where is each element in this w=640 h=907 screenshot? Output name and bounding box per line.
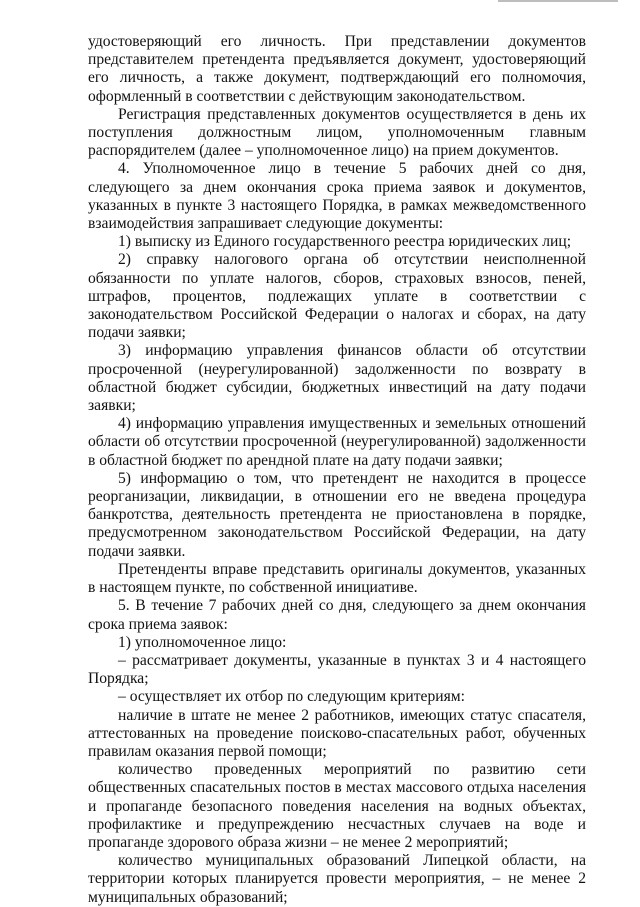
paragraph: удостоверяющий его личность. При представлении документов представителем претендента предъявляется документ, удостоверяющий его личность, а также документ, подтверждающий его полномочия, оформленный в соответствии с действующим законодательством. (88, 33, 586, 105)
paragraph: наличие в штате не менее 2 работников, имеющих статус спасателя, аттестованных на проведение поисково-спасательных работ, обученных правилам оказания первой помощи; (88, 706, 586, 760)
paragraph: Претенденты вправе представить оригиналы документов, указанных в настоящем пункте, по собственной инициативе. (88, 560, 586, 597)
paragraph: 5) информацию о том, что претендент не находится в процессе реорганизации, ликвидации, в отношении его не введена процедура банкротства, деятельность претендента не приостановлена в порядке, предусмотренном законодательством Российской Федерации, на дату подачи заявки. (88, 469, 586, 560)
paragraph: количество проведенных мероприятий по развитию сети общественных спасательных постов в местах массового отдыха населения и пропаганде безопасного поведения населения на водных объектах, профилактике и предупреждению несчастных случаев на воде и пропаганде здорового образа жизни – не менее 2 мероприятий; (88, 761, 586, 851)
paragraph: 4. Уполномоченное лицо в течение 5 рабочих дней со дня, следующего за днем окончания срока приема заявок и документов, указанных в пункте 3 настоящего Порядка, в рамках межведомственного взаимодействия запрашивает следующие документы: (88, 160, 586, 233)
paragraph: – осуществляет их отбор по следующим критериям: (118, 688, 465, 706)
paragraph: 3) информацию управления финансов области об отсутствии просроченной (неурегулированной) задолженности по возврату в областной бюджет субсидии, бюджетных инвестиций на дату подачи заявки; (88, 342, 586, 415)
paragraph: 4) информацию управления имущественных и земельных отношений области об отсутствии просроченной (неурегулированной) задолженности в областной бюджет по арендной плате на дату подачи заявки; (88, 415, 586, 469)
paragraph: 2) справку налогового органа об отсутствии неисполненной обязанности по уплате налогов, сборов, страховых взносов, пеней, штрафов, процентов, подлежащих уплате в соответствии с законодательством Российской Федерации о налогах и сборах, на дату подачи заявки; (88, 251, 586, 342)
paragraph: 1) уполномоченное лицо: (118, 633, 287, 651)
document-body (88, 33, 586, 907)
paragraph: – рассматривает документы, указанные в пунктах 3 и 4 настоящего Порядка; (88, 651, 586, 688)
paragraph: количество муниципальных образований Липецкой области, на территории которых планируется провести мероприятия, – не менее 2 муниципальных образований; (88, 852, 586, 906)
paragraph: 1) выписку из Единого государственного реестра юридических лиц; (118, 233, 572, 251)
paragraph: Регистрация представленных документов осуществляется в день их поступления должностным лицом, уполномоченным главным распорядителем (далее – уполномоченное лицо) на прием документов. (88, 105, 586, 160)
scan-edge-mark (498, 0, 618, 2)
paragraph: 5. В течение 7 рабочих дней со дня, следующего за днем окончания срока приема заявок: (88, 597, 586, 633)
